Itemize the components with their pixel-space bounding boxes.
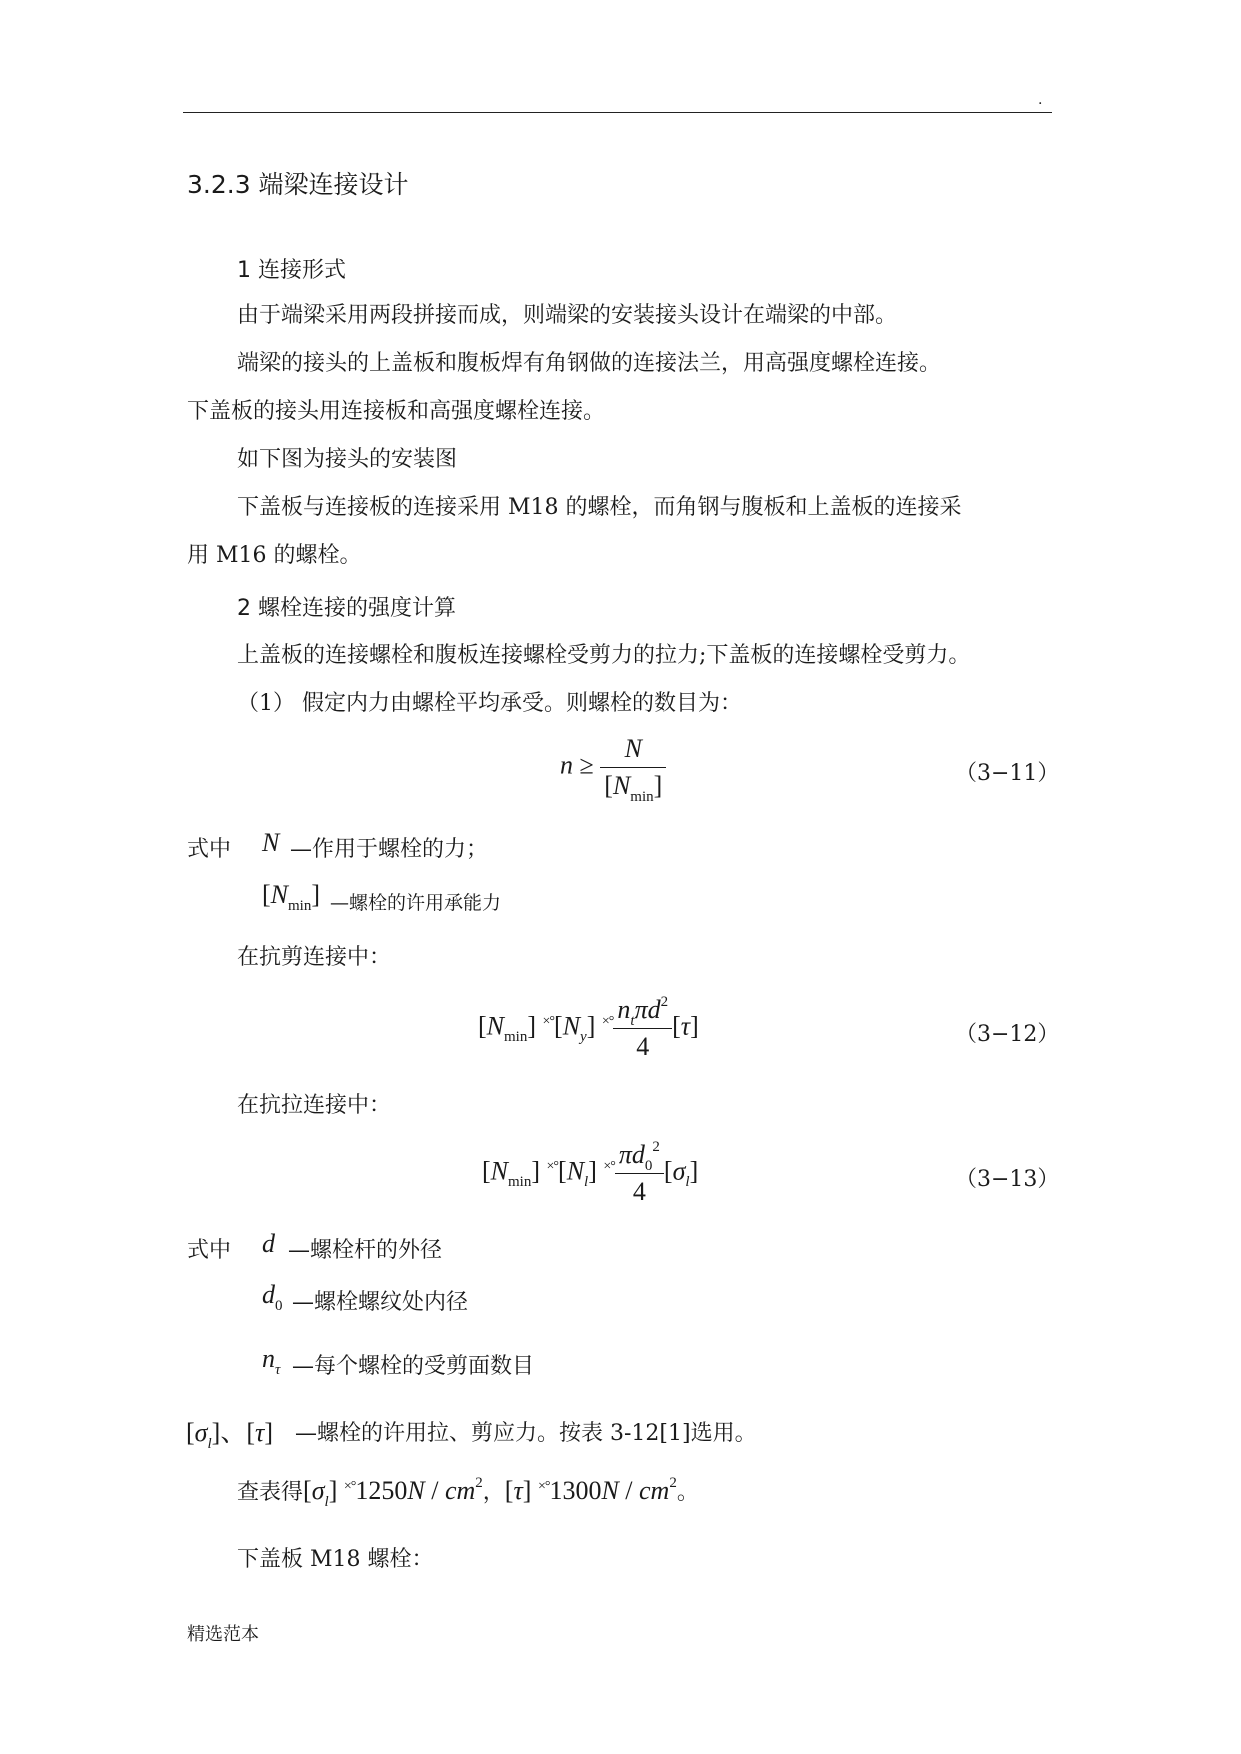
symbol-Nmin: $[N_{min}]$	[262, 880, 321, 914]
shear-connection-intro: 在抗剪连接中：	[237, 945, 392, 970]
equation-3-11: n ≥ $\frac{N}{[N_{min}]}$	[560, 734, 666, 801]
symbol-d0: $d_0$	[262, 1280, 283, 1314]
definition-N: —作用于螺栓的力；	[290, 837, 489, 862]
tension-connection-intro: 在抗拉连接中：	[237, 1093, 392, 1118]
paragraph-5: 上盖板的连接螺栓和腹板连接螺栓受剪力的拉力;下盖板的连接螺栓受剪力。	[237, 643, 971, 668]
subsection-title-1: 1 连接形式	[237, 258, 346, 283]
section-title: 3.2.3 端梁连接设计	[187, 170, 409, 199]
equation-3-12: $[N_{min}]$ $^{\times^\circ}[N_y]$ ×° $\frac{n_t\pi d^2}{4}$ [τ]	[478, 994, 699, 1061]
equation-number-3-13: （3−13）	[955, 1167, 1060, 1192]
definition-d: —螺栓杆的外径	[288, 1238, 443, 1263]
equation-3-13: $[N_{min}]$ $^{\times^\circ}[N_l]$ ×° $\frac{\pi d_0^2}{4}$ $[\sigma_l]$	[482, 1139, 699, 1206]
paragraph-2-line-1: 端梁的接头的上盖板和腹板焊有角钢做的连接法兰，用高强度螺栓连接。	[237, 351, 942, 376]
paragraph-4-line-1: 下盖板与连接板的连接采用 M18 的螺栓，而角钢与腹板和上盖板的连接采	[237, 495, 962, 520]
symbol-N: N	[262, 828, 280, 857]
definition-sigma-tau: —螺栓的许用拉、剪应力。按表 3-12[1]选用。	[295, 1421, 757, 1446]
equation-number-3-11: （3−11）	[955, 761, 1060, 786]
equation-number-3-12: （3−12）	[955, 1022, 1060, 1047]
footer-text: 精选范本	[187, 1624, 259, 1645]
symbol-sigma-tau: $[\sigma_l]$、[τ]	[186, 1418, 273, 1452]
eq-symbol-n: n	[560, 750, 573, 780]
definition-n-tau: —每个螺栓的受剪面数目	[292, 1354, 535, 1379]
paragraph-6: （1） 假定内力由螺栓平均承受。则螺栓的数目为：	[237, 691, 742, 716]
symbol-n-tau: $n_\tau$	[262, 1344, 281, 1378]
paragraph-4-line-2: 用 M16 的螺栓。	[187, 543, 362, 568]
lookup-line: 查表得$[\sigma_l]$ $^{\times^\circ}1250N / cm^2$，[τ] $^{\times^\circ}1300N / cm^2$。	[237, 1475, 699, 1510]
header-mark: .	[1038, 92, 1043, 108]
subsection-title-2: 2 螺栓连接的强度计算	[237, 596, 456, 621]
paragraph-1: 由于端梁采用两段拼接而成，则端梁的安装接头设计在端梁的中部。	[237, 303, 898, 328]
paragraph-3: 如下图为接头的安装图	[237, 447, 458, 472]
wherein-label-2: 式中	[187, 1238, 232, 1263]
symbol-d: d	[262, 1229, 275, 1258]
wherein-label-1: 式中	[187, 837, 232, 862]
m18-bolt-heading: 下盖板 M18 螺栓：	[237, 1547, 434, 1572]
header-rule	[183, 112, 1052, 113]
paragraph-2-line-2: 下盖板的接头用连接板和高强度螺栓连接。	[187, 399, 606, 424]
eq-fraction: $\frac{N}{[N_{min}]}$	[600, 734, 666, 801]
definition-Nmin: —螺栓的许用承能力	[330, 892, 502, 914]
definition-d0: —螺栓螺纹处内径	[292, 1290, 469, 1315]
